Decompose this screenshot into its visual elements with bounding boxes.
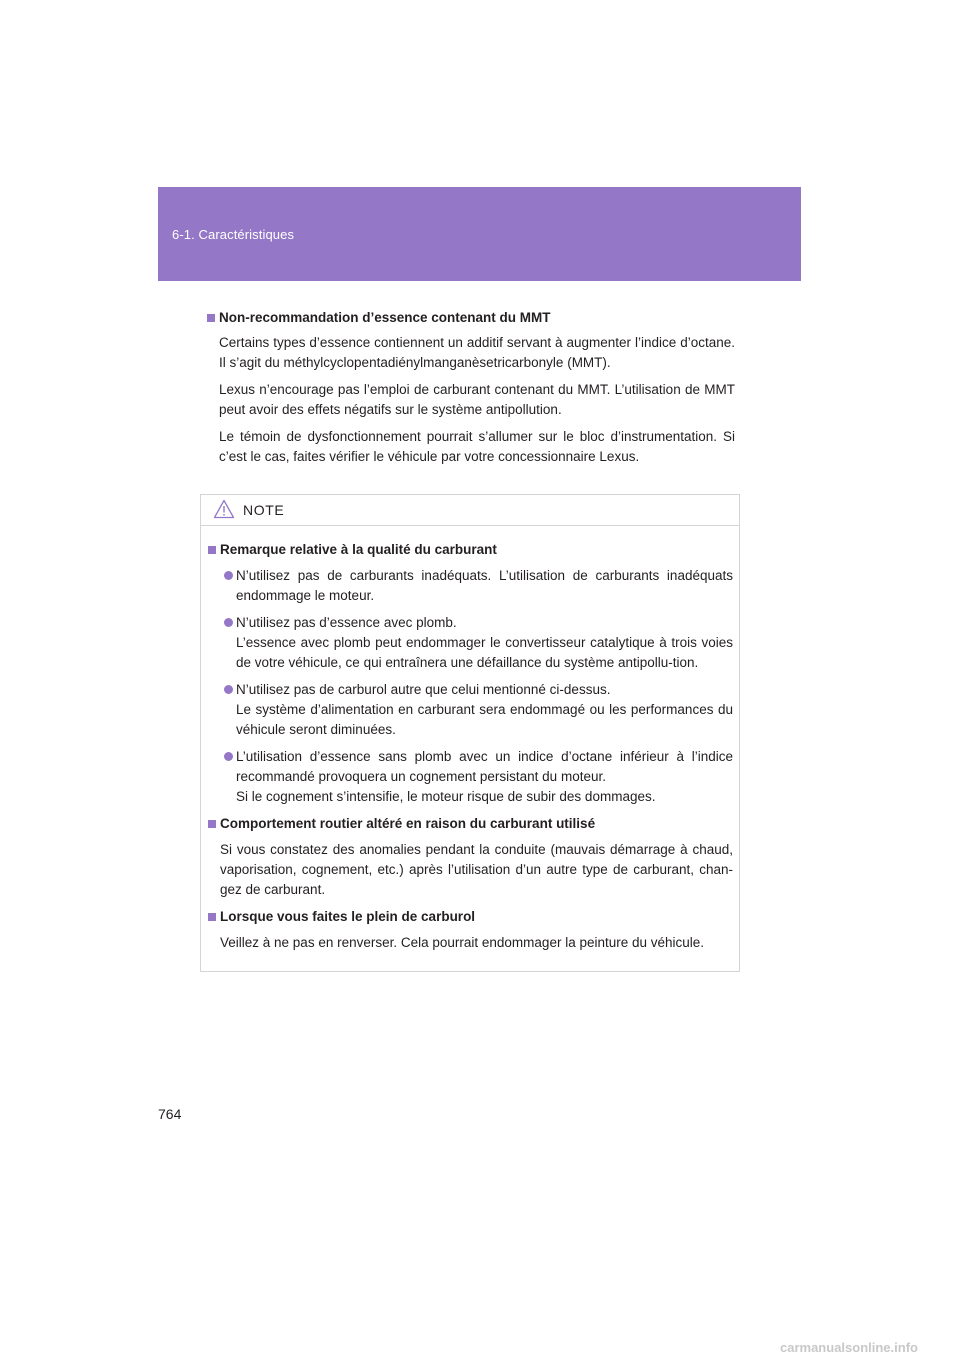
bullet-item xyxy=(224,680,733,740)
bullet-text: Si le cognement s’intensifie, le moteur risque de subir des dommages. xyxy=(236,789,656,804)
bullet-text: Le système d’alimentation en carburant sera endommagé ou les performances du véhicule seront diminuées. xyxy=(236,702,733,737)
bullet-item xyxy=(224,747,733,807)
square-bullet-icon xyxy=(207,314,215,322)
refuel-text: Veillez à ne pas en renverser. Cela pourrait endommager la peinture du véhicule. xyxy=(220,935,705,950)
bullet-item xyxy=(224,566,733,606)
refuel-heading-text: Lorsque vous faites le plein de carburol xyxy=(220,909,476,924)
note-body xyxy=(201,526,739,953)
page-number: 764 xyxy=(158,1106,182,1122)
square-bullet-icon xyxy=(208,913,216,921)
note-header xyxy=(201,495,739,526)
road-behavior-heading xyxy=(208,814,733,834)
square-bullet-icon xyxy=(208,546,216,554)
circle-bullet-icon xyxy=(224,571,233,580)
note-title: NOTE xyxy=(243,502,285,518)
bullet-text: N’utilisez pas de carburants inadéquats. L’utilisation de carburants inadéquats endommage le moteur. xyxy=(236,568,733,603)
watermark: carmanualsonline.info xyxy=(780,1340,918,1355)
header-bar xyxy=(158,187,801,281)
refuel-heading xyxy=(208,907,733,927)
warning-triangle-icon xyxy=(213,499,235,519)
fuel-quality-heading-text: Remarque relative à la qualité du carburant xyxy=(220,542,497,557)
circle-bullet-icon xyxy=(224,752,233,761)
circle-bullet-icon xyxy=(224,618,233,627)
mmt-paragraph: Le témoin de dysfonctionnement pourrait s’allumer sur le bloc d’instrumentation. Si c’est le cas, faites vérifier le véhicule par votre concessionnaire Lexus. xyxy=(219,429,735,464)
note-box xyxy=(200,494,740,972)
square-bullet-icon xyxy=(208,820,216,828)
mmt-paragraph: Certains types d’essence contiennent un additif servant à augmenter l’indice d’octane. Il s’agit du méthylcyclopentadiénylmanganèsetricarbonyle (MMT). xyxy=(219,335,735,370)
bullet-text: L’essence avec plomb peut endommager le convertisseur catalytique à trois voies de votre véhicule, ce qui entraînera une défaillance du système antipollu-tion. xyxy=(236,635,733,670)
road-behavior-text: Si vous constatez des anomalies pendant la conduite (mauvais démarrage à chaud, vaporisation, cognement, etc.) après l’utilisation d’un autre type de carburant, chan-gez de carburant. xyxy=(220,842,733,897)
bullet-text: N’utilisez pas d’essence avec plomb. xyxy=(236,615,457,630)
mmt-heading-text: Non-recommandation d’essence contenant du MMT xyxy=(219,310,551,325)
mmt-paragraph: Lexus n’encourage pas l’emploi de carburant contenant du MMT. L’utilisation de MMT peut avoir des effets négatifs sur le système antipollution. xyxy=(219,382,735,417)
fuel-quality-heading xyxy=(208,540,733,560)
road-behavior-heading-text: Comportement routier altéré en raison du carburant utilisé xyxy=(220,816,596,831)
circle-bullet-icon xyxy=(224,685,233,694)
section-title: 6-1. Caractéristiques xyxy=(172,227,295,242)
bullet-item xyxy=(224,613,733,673)
mmt-heading xyxy=(207,308,735,328)
mmt-section xyxy=(207,308,735,474)
bullet-text: N’utilisez pas de carburol autre que celui mentionné ci-dessus. xyxy=(236,682,611,697)
bullet-text: L’utilisation d’essence sans plomb avec un indice d’octane inférieur à l’indice recommandé provoquera un cognement persistant du moteur. xyxy=(236,749,733,784)
